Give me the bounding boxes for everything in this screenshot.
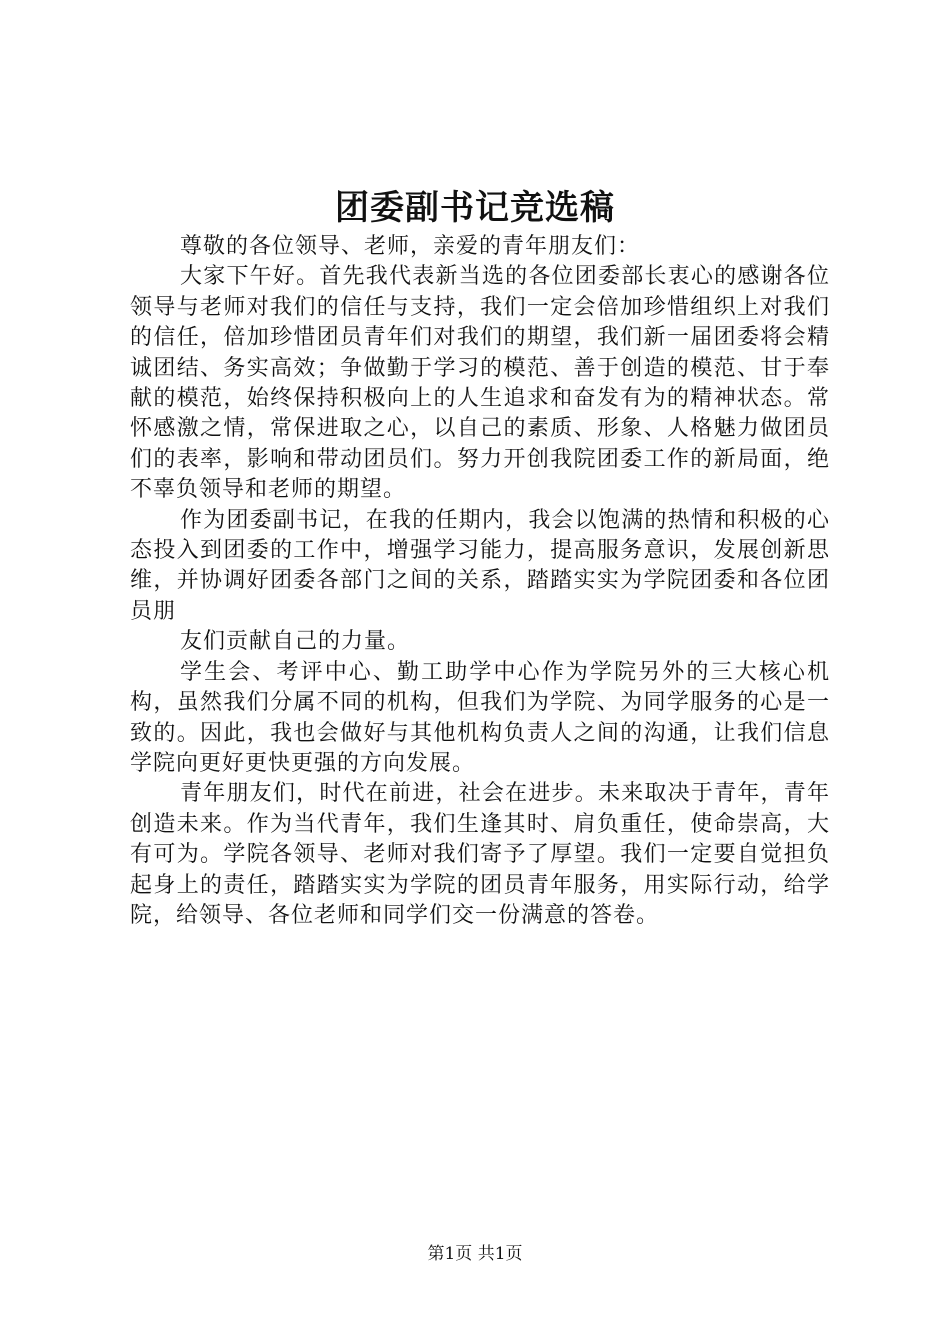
paragraph-5: 青年朋友们，时代在前进，社会在进步。未来取决于青年，青年创造未来。作为当代青年，我们生逢其时、肩负重任，使命崇高，大有可为。学院各领导、老师对我们寄予了厚望。我们一定要自觉担负起身上的责任，踏踏实实为学院的团员青年服务，用实际行动，给学院，给领导、各位老师和同学们交一份满意的答卷。 [130,781,830,928]
paragraph-2: 作为团委副书记，在我的任期内，我会以饱满的热情和积极的心态投入到团委的工作中，增强学习能力，提高服务意识，发展创新思维，并协调好团委各部门之间的关系，踏踏实实为学院团委和各位团员朋 [130,507,830,624]
salutation: 尊敬的各位领导、老师，亲爱的青年朋友们： [180,234,641,259]
paragraph-3: 友们贡献自己的力量。 [180,629,411,655]
paragraph-4: 学生会、考评中心、勤工助学中心作为学院另外的三大核心机构，虽然我们分属不同的机构，但我们为学院、为同学服务的心是一致的。因此，我也会做好与其他机构负责人之间的沟通，让我们信息学院向更好更快更强的方向发展。 [130,659,830,776]
page-footer: 第1页 共1页 [427,1244,523,1264]
document-body [130,232,830,931]
page-title: 团委副书记竞选稿 [335,188,615,228]
paragraph-1: 大家下午好。首先我代表新当选的各位团委部长衷心的感谢各位领导与老师对我们的信任与支持，我们一定会倍加珍惜组织上对我们的信任，倍加珍惜团员青年们对我们的期望，我们新一届团委将会精诚团结、务实高效；争做勤于学习的模范、善于创造的模范、甘于奉献的模范，始终保持积极向上的人生追求和奋发有为的精神状态。常怀感激之情，常保进取之心，以自己的素质、形象、人格魅力做团员们的表率，影响和带动团员们。努力开创我院团委工作的新局面，绝不辜负领导和老师的期望。 [130,264,830,503]
